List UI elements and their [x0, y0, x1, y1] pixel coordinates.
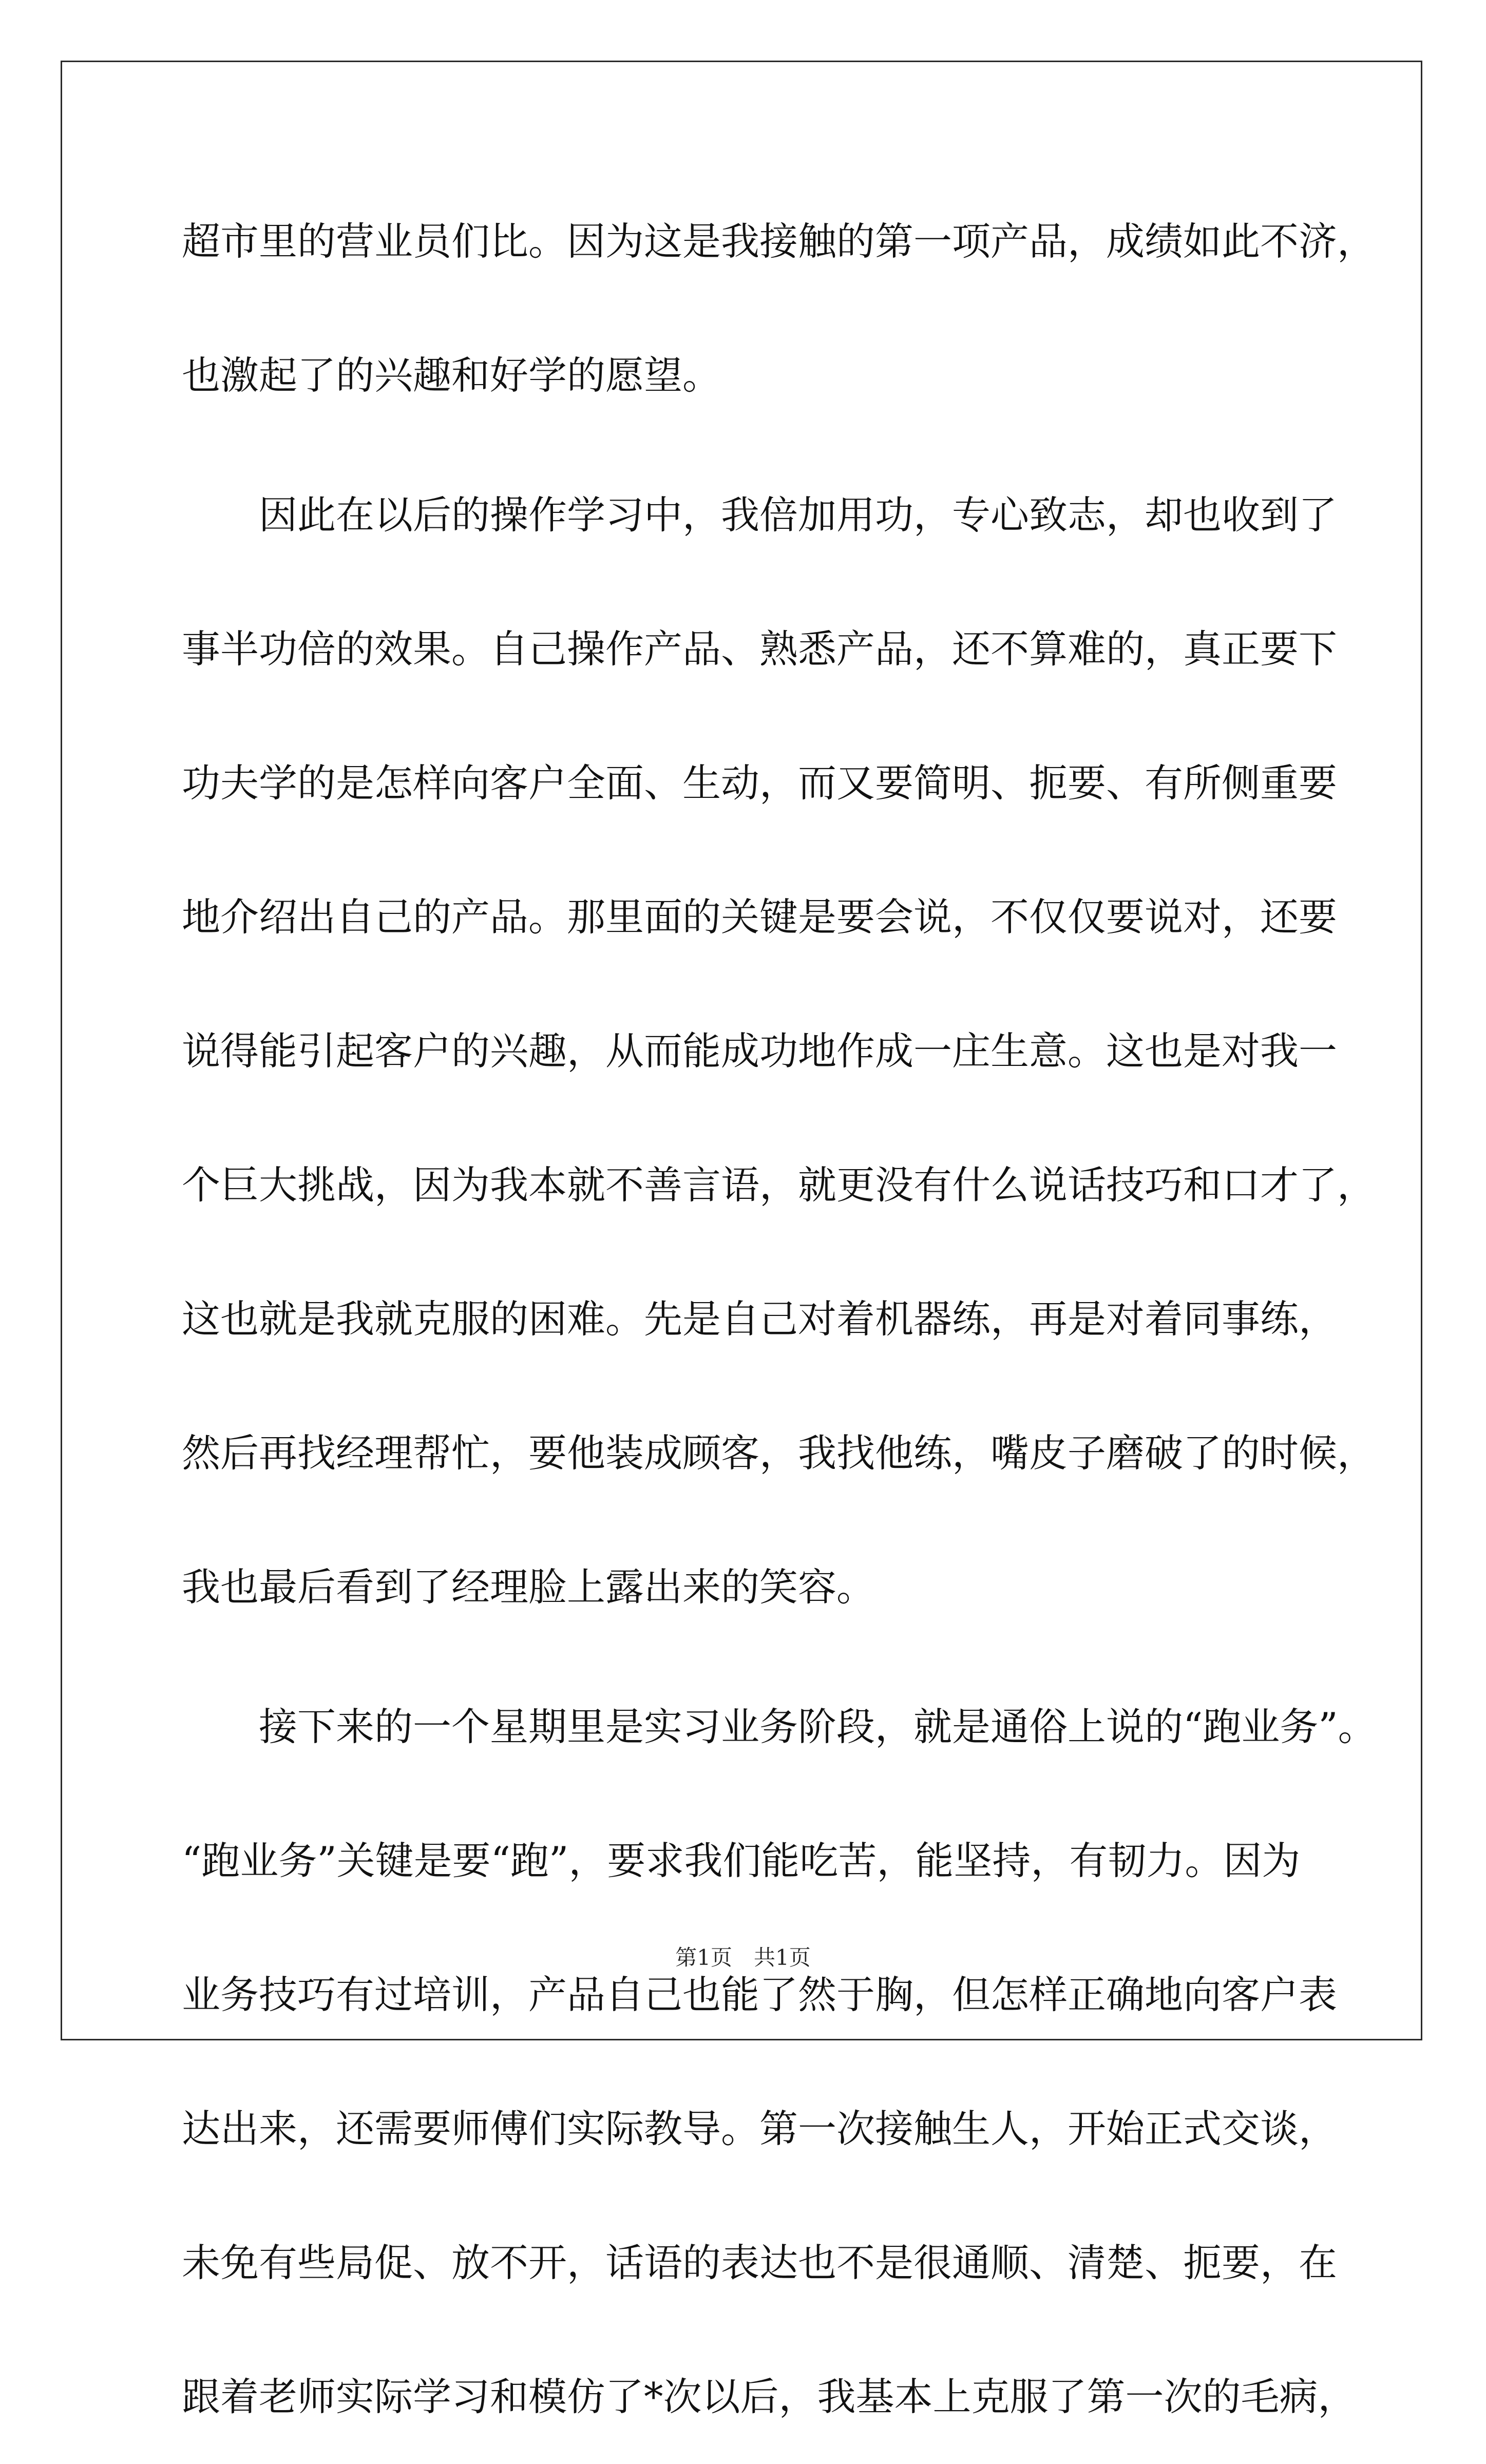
text-line: 事半功倍的效果。自己操作产品、熟悉产品，还不算难的，真正要下 — [182, 626, 1338, 672]
text-line: 接下来的一个星期里是实习业务阶段，就是通俗上说的“跑业务”。 — [182, 1704, 1377, 1749]
text-line: 然后再找经理帮忙，要他装成顾客，我找他练，嘴皮子磨破了的时候， — [182, 1430, 1376, 1476]
page-footer: 第1页 共1页 — [675, 1945, 811, 1970]
text-line: 未免有些局促、放不开，话语的表达也不是很通顺、清楚、扼要，在 — [182, 2240, 1338, 2285]
text-line: “跑业务”关键是要“跑”，要求我们能吃苦，能坚持，有韧力。因为 — [182, 1838, 1301, 1883]
text-line: 因此在以后的操作学习中，我倍加用功，专心致志，却也收到了 — [182, 492, 1338, 538]
text-line: 也激起了的兴趣和好学的愿望。 — [182, 353, 721, 398]
text-line: 我也最后看到了经理脸上露出来的笑容。 — [182, 1564, 875, 1610]
text-line: 说得能引起客户的兴趣，从而能成功地作成一庄生意。这也是对我一 — [182, 1028, 1338, 1074]
text-line: 超市里的营业员们比。因为这是我接触的第一项产品，成绩如此不济， — [182, 219, 1376, 264]
text-line: 地介绍出自己的产品。那里面的关键是要会说，不仅仅要说对，还要 — [182, 894, 1338, 940]
text-line: 个巨大挑战，因为我本就不善言语，就更没有什么说话技巧和口才了， — [182, 1162, 1376, 1208]
document-body — [182, 175, 1377, 2464]
text-line: 功夫学的是怎样向客户全面、生动，而又要简明、扼要、有所侧重要 — [182, 760, 1338, 806]
text-line: 达出来，还需要师傅们实际教导。第一次接触生人，开始正式交谈， — [182, 2106, 1338, 2151]
text-line: 业务技巧有过培训，产品自己也能了然于胸，但怎样正确地向客户表 — [182, 1972, 1338, 2017]
text-line: 跟着老师实际学习和模仿了*次以后，我基本上克服了第一次的毛病， — [182, 2374, 1357, 2419]
text-line: 这也就是我就克服的困难。先是自己对着机器练，再是对着同事练， — [182, 1296, 1338, 1342]
